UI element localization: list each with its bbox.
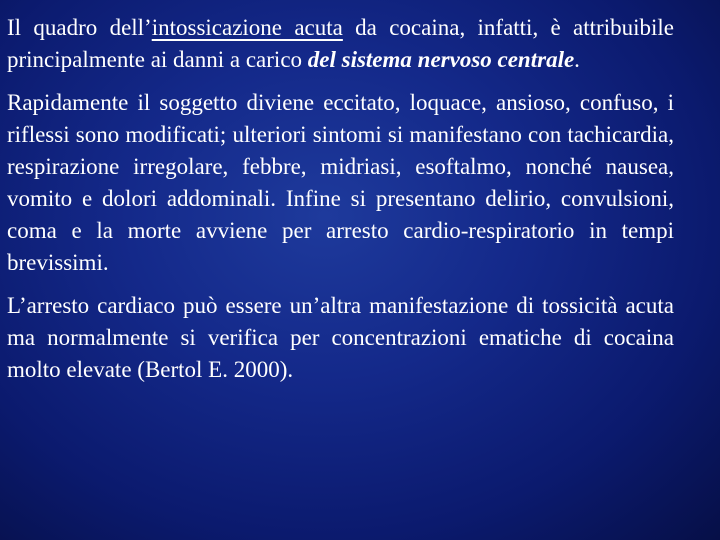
paragraph-cardiac-arrest: L’arresto cardiaco può essere un’altra manifestazione di tossicità acuta ma normalmente si verifica per concentrazioni ematiche di cocaina molto elevate (Bertol E. 2000). (7, 293, 674, 382)
intro-underlined-term: intossicazione acuta (151, 15, 343, 40)
intro-text-start: Il quadro dell’ (7, 15, 152, 40)
paragraph-intro (7, 12, 674, 76)
slide-body (7, 12, 674, 386)
paragraph-symptoms: Rapidamente il soggetto diviene eccitato, loquace, ansioso, confuso, i riflessi sono modificati; ulteriori sintomi si manifestano con tachicardia, respirazione irregolare, febbre, midriasi, esoftalmo, nonché nausea, vomito e dolori addominali. Infine si presentano delirio, convulsioni, coma e la morte avviene per arresto cardio-respiratorio in tempi brevissimi. (7, 90, 674, 275)
intro-emphasis-term: del sistema nervoso centrale (307, 47, 575, 72)
intro-text-middle: da cocaina, infatti, è attribuibile principalmente ai danni a carico (7, 15, 674, 72)
intro-text-end: . (574, 47, 580, 72)
